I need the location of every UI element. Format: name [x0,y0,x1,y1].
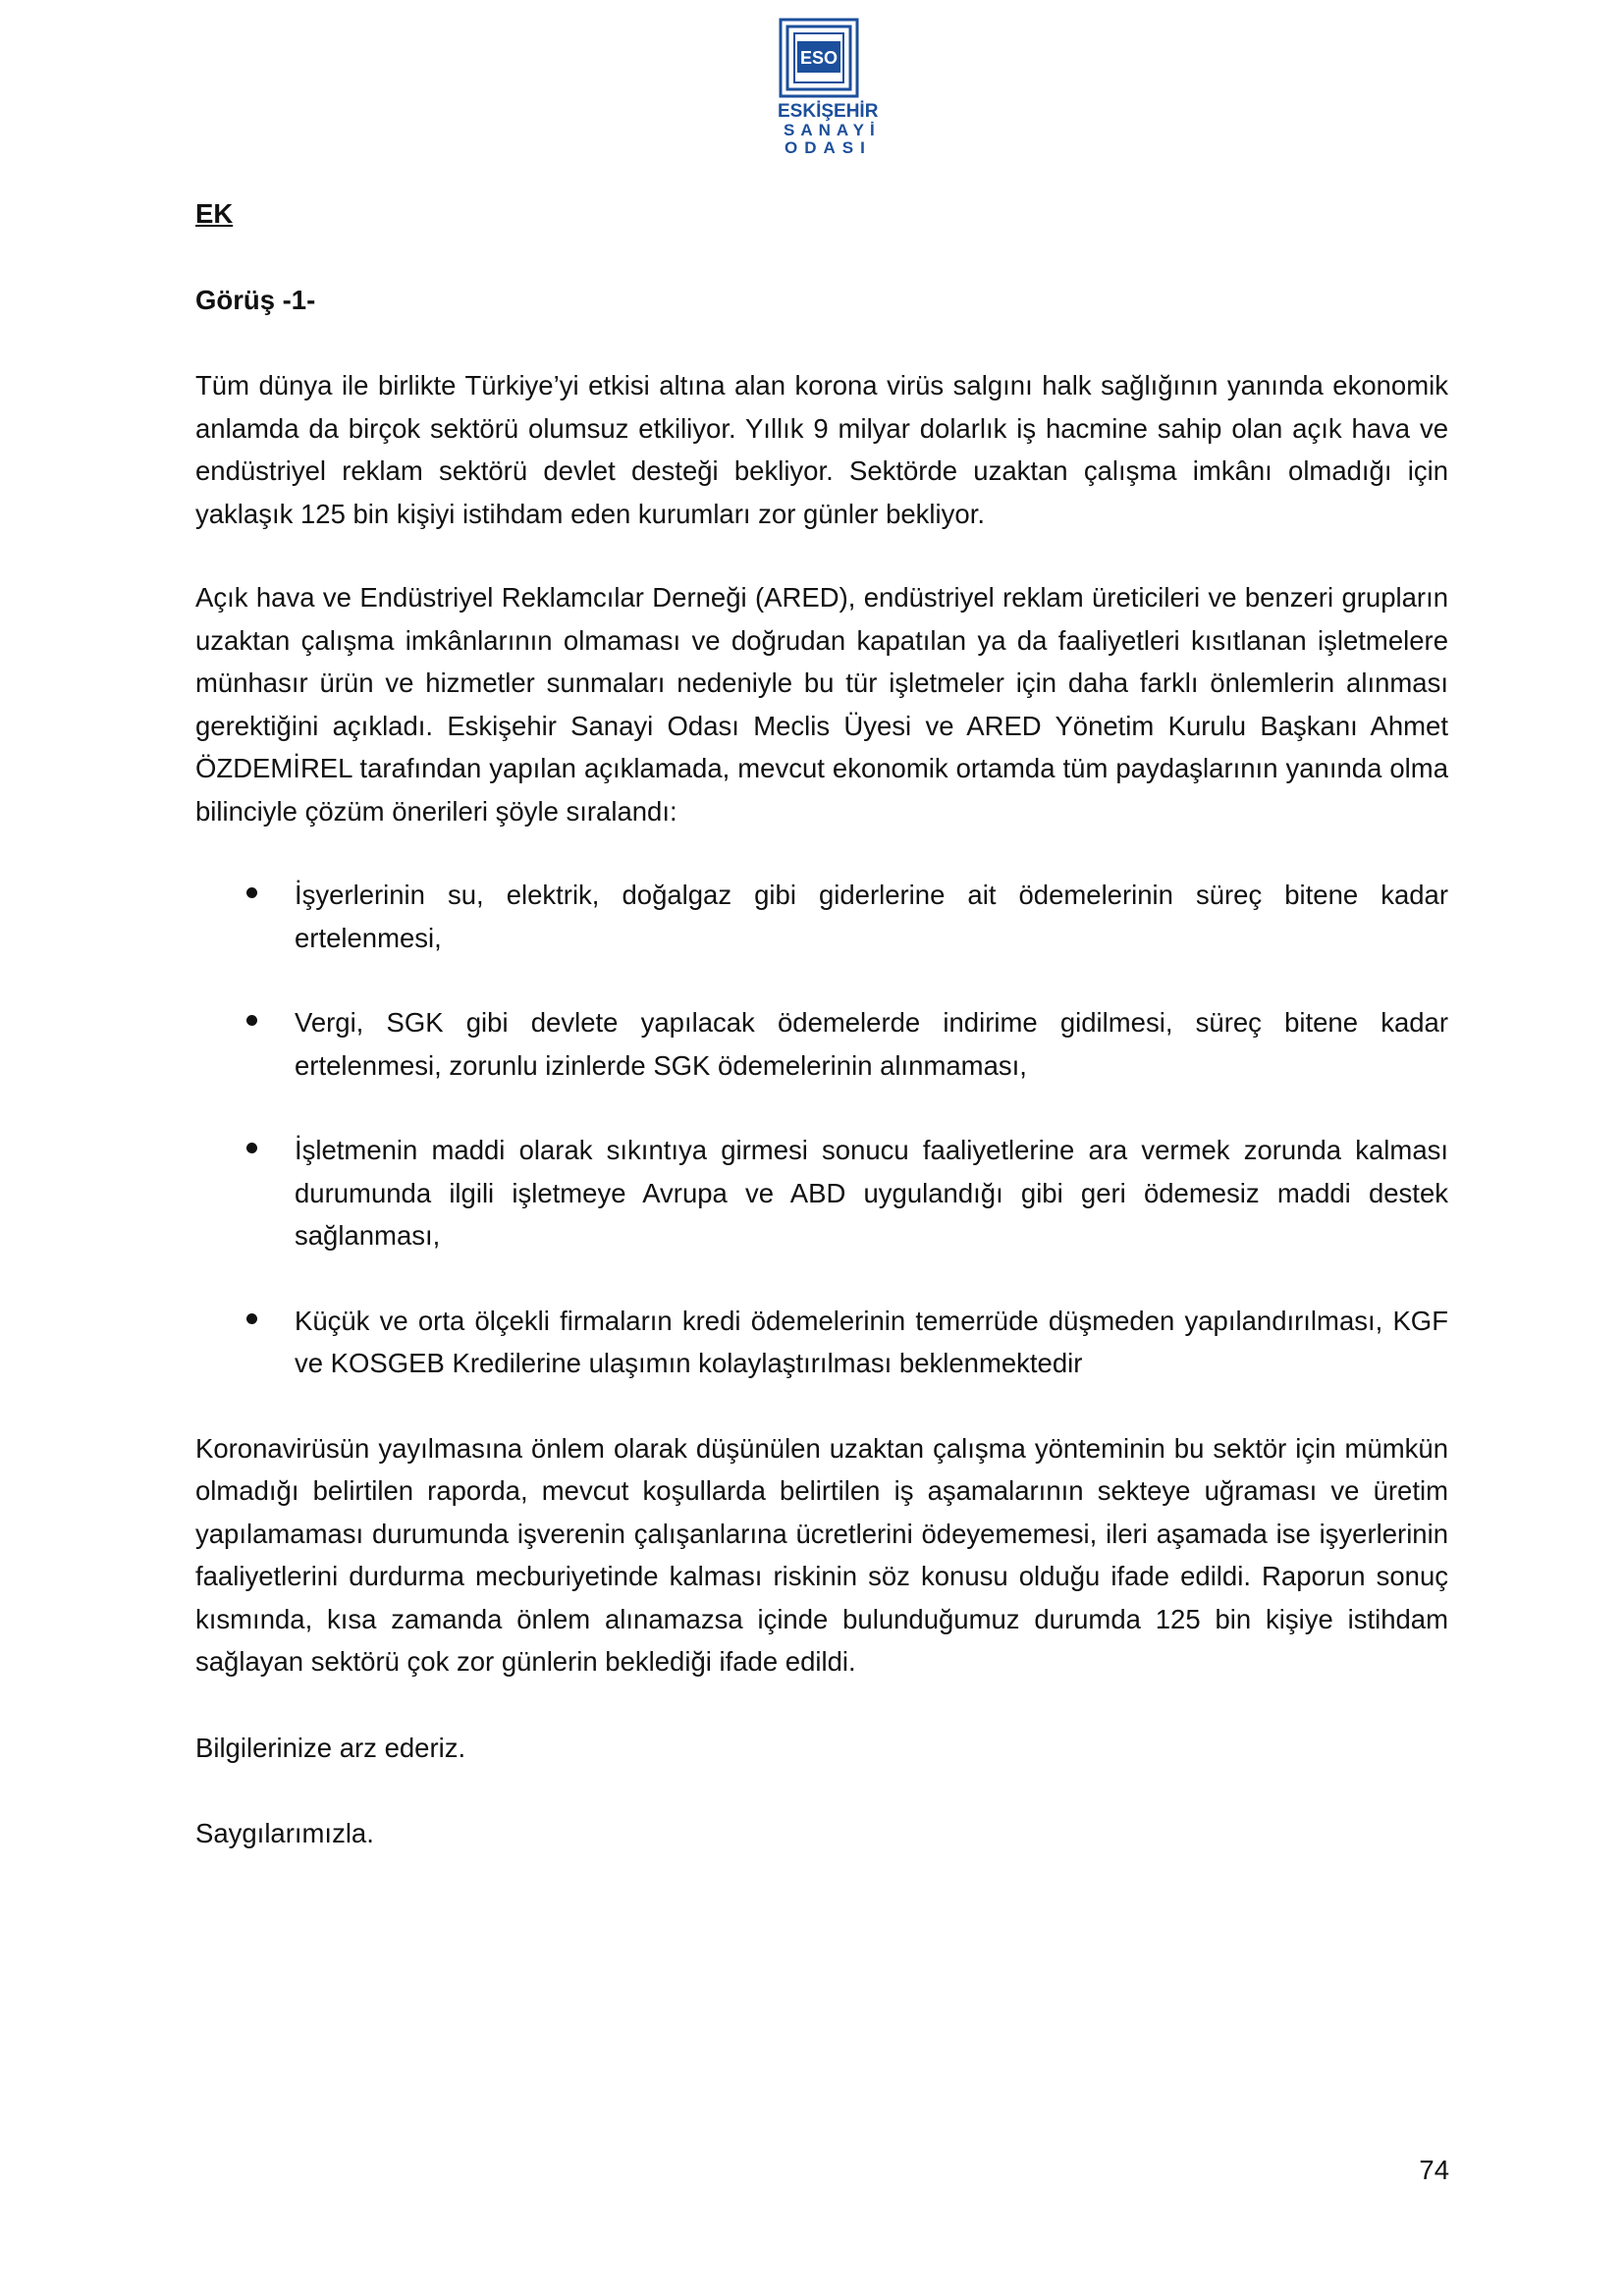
eso-logo [778,18,881,167]
logo-line-3: ODASI [785,138,872,157]
page-number: 74 [1419,2155,1449,2185]
logo-line-2: SANAYİ [784,121,881,139]
paragraph-2: Açık hava ve Endüstriyel Reklamcılar Derneği (ARED), endüstriyel reklam üreticileri ve benzeri grupların uzaktan çalışma imkânlarının olmaması ve doğrudan kapatılan ya da faaliyetleri kısıtlanan işletmelere münhasır ürün ve hizmetler sunmaları nedeniyle bu tür işletmeler için daha farklı önlemlerin alınması gerektiğini açıkladı. Eskişehir Sanayi Odası Meclis Üyesi ve ARED Yönetim Kurulu Başkanı Ahmet ÖZDEMİREL tarafından yapılan açıklamada, mevcut ekonomik ortamda tüm paydaşlarının yanında olma bilinciyle çözüm önerileri şöyle sıralandı: [195,582,1448,827]
recommendation-list [195,874,1448,1385]
paragraph-1: Tüm dünya ile birlikte Türkiye’yi etkisi altına alan korona virüs salgını halk sağlığının yanında ekonomik anlamda da birçok sektörü olumsuz etkiliyor. Yıllık 9 milyar dolarlık iş hacmine sahip olan açık hava ve endüstriyel reklam sektörü devlet desteği bekliyor. Sektörde uzaktan çalışma imkânı olmadığı için yaklaşık 125 bin kişiyi istihdam eden kurumları zor günler bekliyor. [195,370,1448,529]
list-item-text: Küçük ve orta ölçekli firmaların kredi ödemelerinin temerrüde düşmeden yapılandırılması, KGF ve KOSGEB Kredilerine ulaşımın kolaylaştırılması beklenmektedir [295,1305,1448,1378]
bullet-icon [246,1313,257,1324]
bullet-icon [246,887,257,898]
bullet-icon [246,1143,257,1153]
paragraph-3: Koronavirüsün yayılmasına önlem olarak düşünülen uzaktan çalışma yönteminin bu sektör için mümkün olmadığı belirtilen raporda, mevcut koşullarda belirtilen iş aşamalarının sekteye uğraması ve üretim yapılamaması durumunda işverenin çalışanlarına ücretlerini ödeyememesi, ileri aşamada ise işyerlerinin faaliyetlerini durdurma mecburiyetinde kalması riskinin söz konusu olduğu ifade edildi. Raporun sonuç kısmında, kısa zamanda önlem alınamazsa içinde bulunduğumuz durumda 125 bin kişiye istihdam sağlayan sektörü çok zor günlerin beklediği ifade edildi. [195,1432,1448,1677]
list-item [195,1300,1448,1385]
bullet-icon [246,1015,257,1026]
list-item [195,1129,1448,1257]
list-item [195,874,1448,959]
opinion-heading: Görüş -1- [195,284,316,315]
closing-line-2: Saygılarımızla. [195,1818,374,1848]
eso-logo-mark [779,18,859,98]
document-body [195,192,1448,1855]
logo-box-text: ESO [799,48,839,68]
list-item-text: İşyerlerinin su, elektrik, doğalgaz gibi giderlerine ait ödemelerinin süreç bitene kadar ertelenmesi, [295,880,1448,953]
annex-heading: EK [195,198,234,229]
list-item-text: Vergi, SGK gibi devlete yapılacak ödemelerde indirime gidilmesi, süreç bitene kadar ertelenmesi, zorunlu izinlerde SGK ödemelerinin alınmaması, [295,1007,1448,1081]
list-item-text: İşletmenin maddi olarak sıkıntıya girmesi sonucu faaliyetlerine ara vermek zorunda kalması durumunda ilgili işletmeye Avrupa ve ABD uygulandığı gibi geri ödemesiz maddi destek sağlanması, [295,1135,1448,1251]
closing-line-1: Bilgilerinize arz ederiz. [195,1732,466,1763]
logo-line-1: ESKİŞEHİR [778,101,879,122]
list-item [195,1001,1448,1087]
